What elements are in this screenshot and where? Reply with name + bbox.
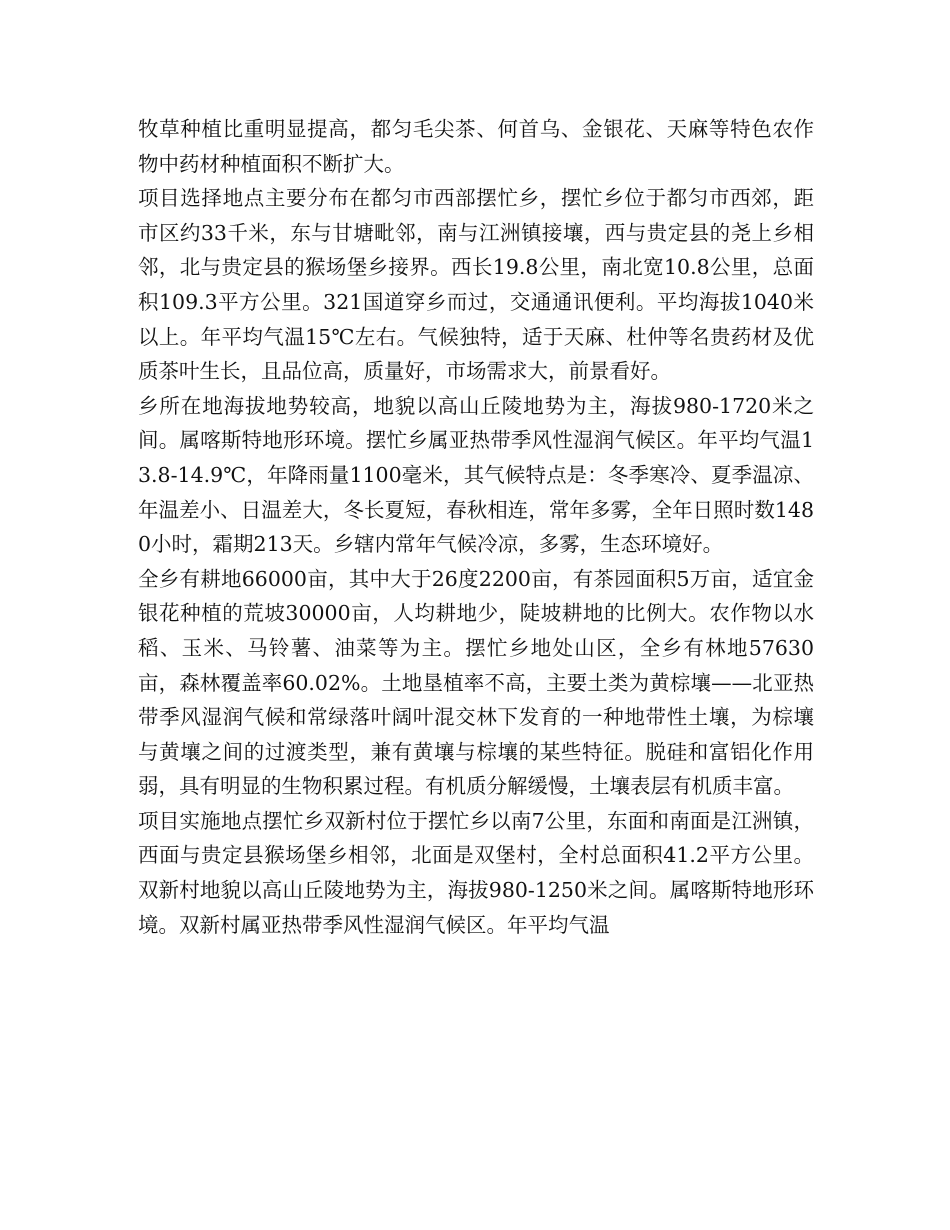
- paragraph-climate: 乡所在地海拔地势较高，地貌以高山丘陵地势为主，海拔980-1720米之间。属喀斯特地形环境。摆忙乡属亚热带季风性湿润气候区。年平均气温13.8-14.9℃，年降雨量1100毫米，其气候特点是：冬季寒冷、夏季温凉、年温差小、日温差大，冬长夏短，春秋相连，常年多雾，全年日照时数1480小时，霜期213天。乡辖内常年气候冷凉，多雾，生态环境好。: [138, 393, 814, 557]
- paragraph-land-use: 全乡有耕地66000亩，其中大于26度2200亩，有茶园面积5万亩，适宜金银花种植的荒坡30000亩，人均耕地少，陡坡耕地的比例大。农作物以水稻、玉米、马铃薯、油菜等为主。摆忙乡地处山区，全乡有林地57630亩，森林覆盖率60.02%。土地垦植率不高，主要土类为黄棕壤——北亚热带季风湿润气候和常绿落叶阔叶混交林下发育的一种地带性土壤，为棕壤与黄壤之间的过渡类型，兼有黄壤与棕壤的某些特征。脱硅和富铝化作用弱，具有明显的生物积累过程。有机质分解缓慢，土壤表层有机质丰富。: [138, 566, 814, 799]
- document-body: [138, 112, 814, 942]
- paragraph-project-site: 项目实施地点摆忙乡双新村位于摆忙乡以南7公里，东面和南面是江洲镇，西面与贵定县猴场堡乡相邻，北面是双堡村，全村总面积41.2平方公里。双新村地貌以高山丘陵地势为主，海拔980-1250米之间。属喀斯特地形环境。双新村属亚热带季风性湿润气候区。年平均气温: [138, 808, 814, 937]
- paragraph-crop-intro: 牧草种植比重明显提高，都匀毛尖茶、何首乌、金银花、天麻等特色农作物中药材种植面积不断扩大。: [138, 117, 814, 176]
- paragraph-location: 项目选择地点主要分布在都匀市西部摆忙乡，摆忙乡位于都匀市西郊，距市区约33千米，东与甘塘毗邻，南与江洲镇接壤，西与贵定县的尧上乡相邻，北与贵定县的猴场堡乡接界。西长19.8公里，南北宽10.8公里，总面积109.3平方公里。321国道穿乡而过，交通通讯便利。平均海拔1040米以上。年平均气温15℃左右。气候独特，适于天麻、杜仲等名贵药材及优质茶叶生长，且品位高，质量好，市场需求大，前景看好。: [138, 186, 814, 384]
